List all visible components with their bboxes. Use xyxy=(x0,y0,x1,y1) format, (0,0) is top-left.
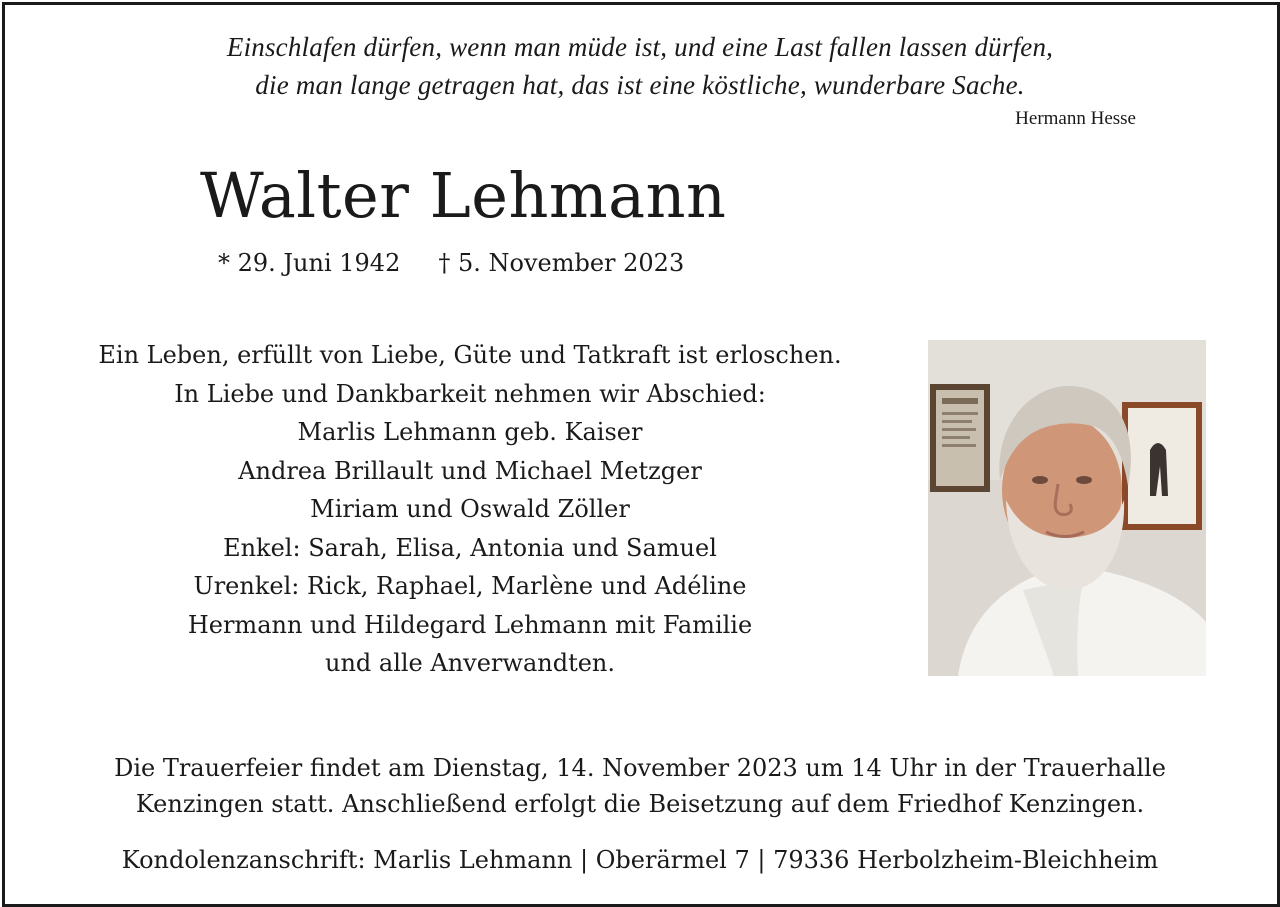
text-line: Miriam und Oswald Zöller xyxy=(310,495,630,523)
service-line-2: Kenzingen statt. Anschließend erfolgt die Beisetzung auf dem Friedhof Kenzingen. xyxy=(135,790,1145,818)
text-line: Enkel: Sarah, Elisa, Antonia und Samuel xyxy=(223,533,717,562)
funeral-service-info xyxy=(0,750,1280,822)
birth-date: * 29. Juni 1942 xyxy=(218,249,401,277)
quote xyxy=(0,28,1280,104)
life-dates xyxy=(218,247,684,279)
portrait-photo xyxy=(928,340,1206,676)
text-line: In Liebe und Dankbarkeit nehmen wir Abschied: xyxy=(174,379,766,408)
text-line: Urenkel: Rick, Raphael, Marlène und Adéline xyxy=(193,572,747,600)
death-date: † 5. November 2023 xyxy=(438,249,685,277)
quote-line-2: die man lange getragen hat, das ist eine köstliche, wunderbare Sache. xyxy=(255,70,1025,100)
mourning-text xyxy=(40,336,900,683)
text-line: Marlis Lehmann geb. Kaiser xyxy=(297,418,643,446)
text-line: und alle Anverwandten. xyxy=(324,649,616,677)
quote-line-1: Einschlafen dürfen, wenn man müde ist, und eine Last fallen lassen dürfen, xyxy=(226,32,1054,62)
text-line: Hermann und Hildegard Lehmann mit Familie xyxy=(187,610,753,639)
condolence-address: Kondolenzanschrift: Marlis Lehmann | Oberärmel 7 | 79336 Herbolzheim-Bleichheim xyxy=(121,846,1159,874)
quote-author: Hermann Hesse xyxy=(1015,108,1136,129)
text-line: Andrea Brillault und Michael Metzger xyxy=(238,456,702,485)
text-line: Ein Leben, erfüllt von Liebe, Güte und Tatkraft ist erloschen. xyxy=(98,341,842,369)
service-line-1: Die Trauerfeier findet am Dienstag, 14. November 2023 um 14 Uhr in der Trauerhalle xyxy=(114,754,1166,782)
deceased-name: Walter Lehmann xyxy=(200,159,727,232)
